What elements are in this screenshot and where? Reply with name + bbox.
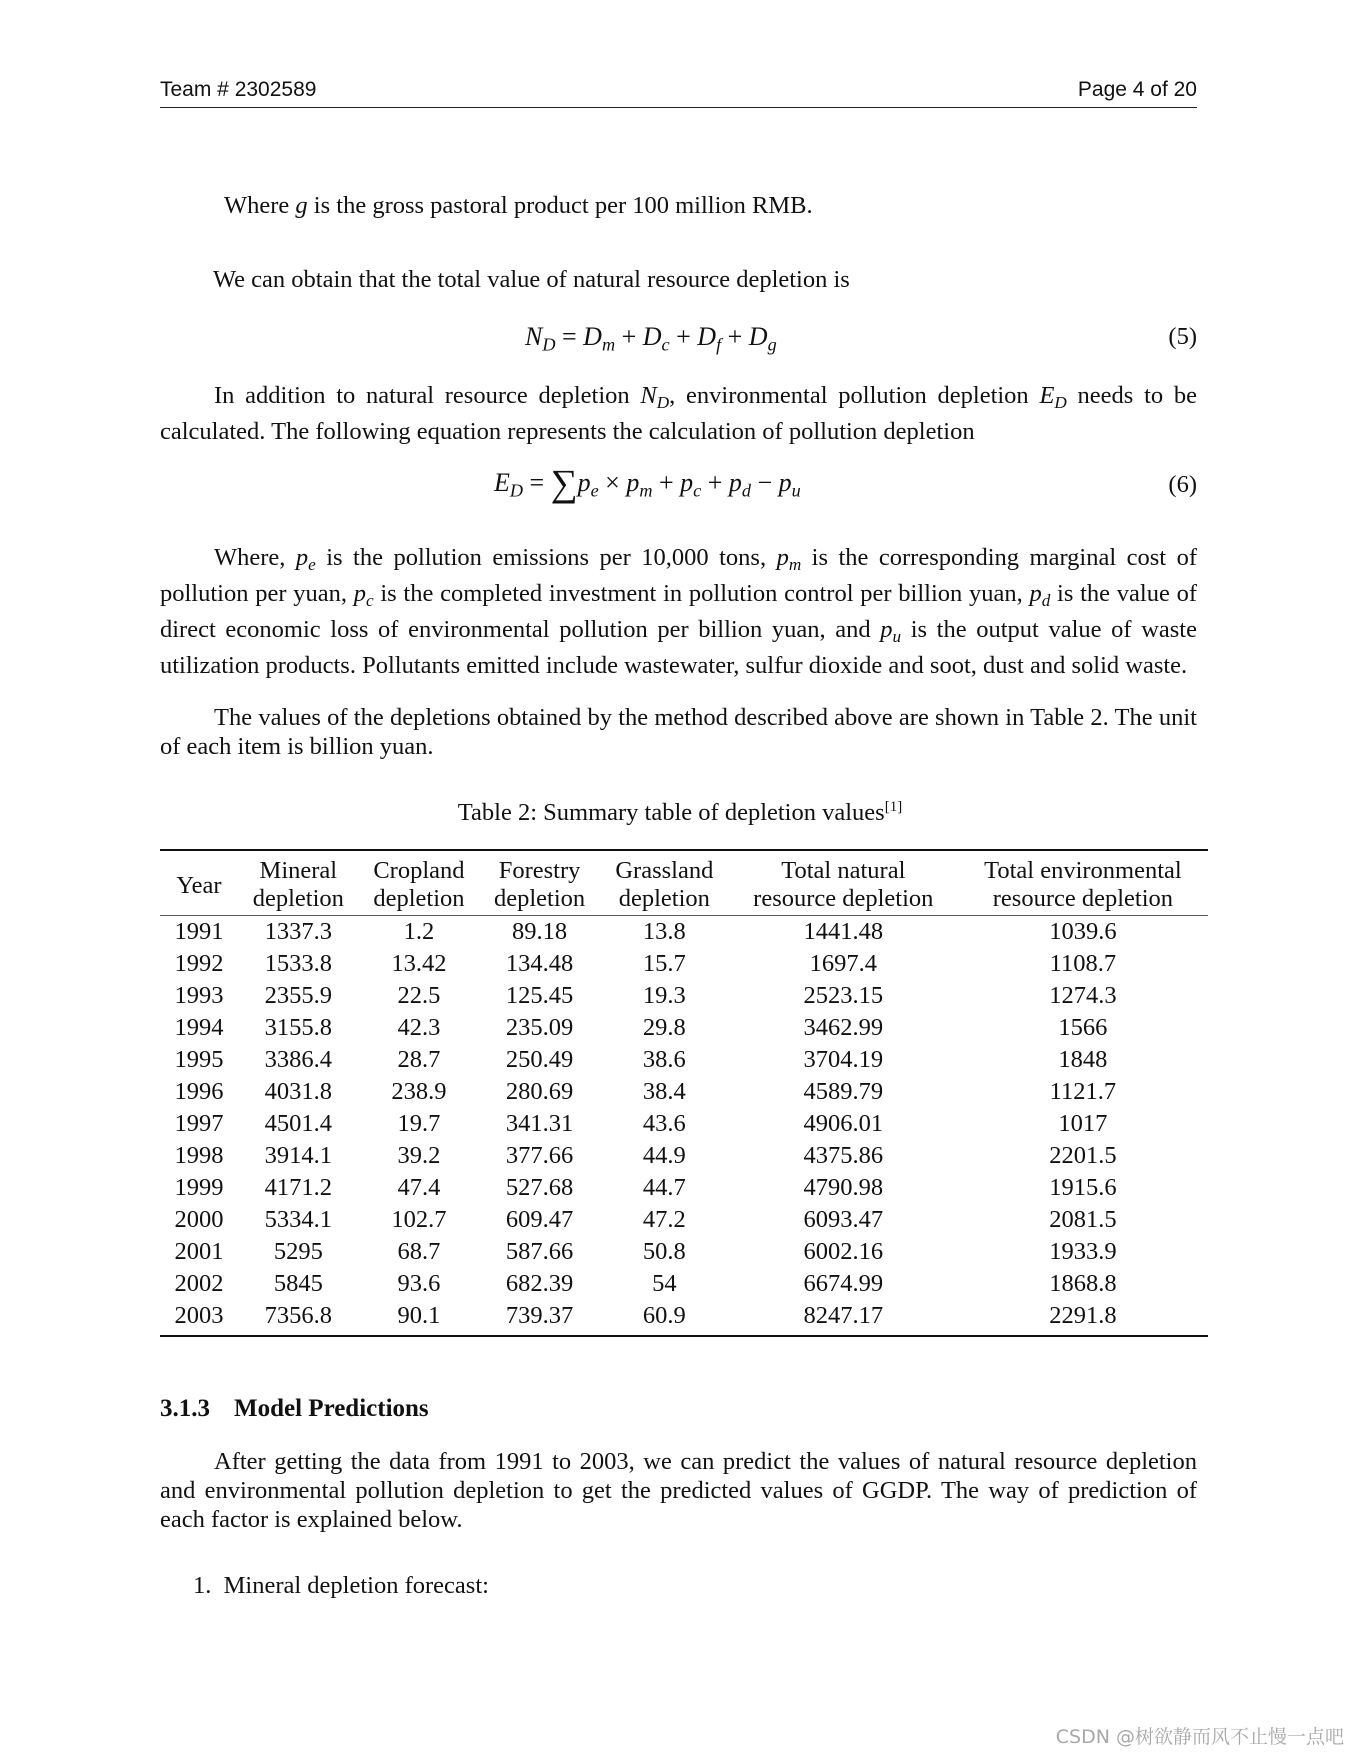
paragraph-predict: After getting the data from 1991 to 2003, we can predict the values of natural resource depletion and environmental pollution depletion to get the predicted values of GGDP. The way of prediction of each factor is explained below.: [160, 1448, 1197, 1533]
header-rule: [160, 107, 1197, 108]
table-row: [160, 1172, 1208, 1204]
cell-year: 1996: [174, 1078, 224, 1105]
cell-mineral: 3386.4: [264, 1046, 332, 1073]
table-row: [160, 948, 1208, 980]
cell-total-natural: 4589.79: [803, 1078, 884, 1105]
text: is the value of direct economic loss of environmental pollution per billion yuan, and: [160, 580, 1197, 644]
col-header-total-natural: Total natural: [729, 850, 958, 885]
cell-total-environmental: 1017: [1058, 1110, 1108, 1137]
cell-total-natural: 8247.17: [729, 1300, 958, 1336]
text: , environmental pollution depletion: [669, 382, 1040, 409]
cell-grassland: 13.8: [642, 918, 686, 945]
caption-text: Table 2: Summary table of depletion values: [457, 799, 885, 827]
cell-mineral: 4031.8: [264, 1078, 332, 1105]
math-ED: $E_D$: [1039, 382, 1067, 413]
table-row: [160, 1012, 1208, 1044]
list-marker: 1.: [193, 1572, 212, 1599]
cell-cropland: 22.5: [397, 982, 441, 1009]
cell-forestry: 609.47: [505, 1206, 574, 1233]
cell-total-natural: 2523.15: [803, 982, 884, 1009]
cell-forestry: 134.48: [505, 950, 574, 977]
cell-total-environmental: 1933.9: [1049, 1238, 1117, 1265]
cell-cropland: 102.7: [391, 1206, 447, 1233]
equation-number-6: (6): [1168, 471, 1197, 498]
depletion-table: [160, 849, 1208, 1337]
cell-mineral: 4171.2: [264, 1174, 332, 1201]
cell-total-environmental: 2201.5: [1049, 1142, 1117, 1169]
cell-mineral: 3914.1: [264, 1142, 332, 1169]
cell-cropland: 13.42: [391, 950, 447, 977]
col-header-total-environmental-2: resource depletion: [958, 885, 1208, 916]
paragraph-values: The values of the depletions obtained by the method described above are shown in Table 2. The unit of each item is billion yuan.: [160, 704, 1197, 760]
running-header-team: Team # 2302589: [160, 78, 317, 101]
text: Where,: [214, 544, 296, 571]
cell-forestry: 527.68: [505, 1174, 574, 1201]
cell-cropland: 68.7: [397, 1238, 441, 1265]
cell-year: 2003: [160, 1300, 238, 1336]
text: is the pollution emissions per 10,000 tons,: [315, 544, 777, 571]
cell-total-environmental: 1121.7: [1049, 1078, 1117, 1105]
math-pm: $p_m$: [776, 544, 802, 575]
cell-total-natural: 1697.4: [809, 950, 877, 977]
math-ND: $N_D$: [640, 382, 670, 413]
cell-cropland: 47.4: [397, 1174, 441, 1201]
cell-year: 1994: [174, 1014, 224, 1041]
cell-cropland: 238.9: [391, 1078, 447, 1105]
cell-forestry: 682.39: [505, 1270, 574, 1297]
cell-year: 1991: [174, 918, 224, 945]
cell-grassland: 38.4: [642, 1078, 686, 1105]
watermark: CSDN @树欲静而风不止慢一点吧: [1055, 1726, 1344, 1748]
cell-cropland: 19.7: [397, 1110, 441, 1137]
equation-number-5: (5): [1168, 323, 1197, 350]
col-header-cropland: Cropland: [359, 850, 480, 885]
math-pd: $p_d$: [1029, 580, 1051, 611]
cell-grassland: 60.9: [600, 1300, 729, 1336]
cell-forestry: 377.66: [505, 1142, 574, 1169]
cell-cropland: 93.6: [397, 1270, 441, 1297]
cell-total-natural: 4790.98: [803, 1174, 884, 1201]
paragraph-obtain: We can obtain that the total value of natural resource depletion is: [213, 266, 850, 293]
cell-grassland: 54: [652, 1270, 677, 1297]
math-pu: $p_u$: [880, 616, 902, 647]
table-row: [160, 1044, 1208, 1076]
cell-mineral: 4501.4: [264, 1110, 332, 1137]
cell-total-environmental: 1274.3: [1049, 982, 1117, 1009]
cell-forestry: 235.09: [505, 1014, 574, 1041]
cell-year: 1999: [174, 1174, 224, 1201]
col-header-forestry-2: depletion: [479, 885, 600, 916]
col-header-mineral: Mineral: [238, 850, 359, 885]
text: is the completed investment in pollution control per billion yuan,: [373, 580, 1030, 608]
cell-mineral: 3155.8: [264, 1014, 332, 1041]
cell-total-environmental: 1108.7: [1049, 950, 1117, 977]
table-row: [160, 1204, 1208, 1236]
cell-forestry: 125.45: [505, 982, 574, 1009]
list-item-text: Mineral depletion forecast:: [223, 1572, 489, 1599]
section-number: 3.1.3: [160, 1395, 210, 1422]
cell-forestry: 89.18: [512, 918, 568, 945]
col-header-total-environmental: Total environmental: [958, 850, 1208, 885]
cell-forestry: 280.69: [505, 1078, 574, 1105]
cell-total-natural: 6002.16: [803, 1238, 884, 1265]
cell-forestry: 739.37: [479, 1300, 600, 1336]
col-header-forestry: Forestry: [479, 850, 600, 885]
text: is the gross pastoral product per 100 million RMB.: [307, 192, 813, 219]
cell-mineral: 1337.3: [264, 918, 332, 945]
cell-year: 1997: [174, 1110, 224, 1137]
math-pc: $p_c$: [353, 580, 374, 611]
cell-mineral: 7356.8: [238, 1300, 359, 1336]
cell-total-natural: 4906.01: [803, 1110, 884, 1137]
cell-mineral: 5334.1: [264, 1206, 332, 1233]
cell-grassland: 47.2: [642, 1206, 686, 1233]
cell-total-environmental: 2291.8: [958, 1300, 1208, 1336]
table-header-row-2: [160, 885, 1208, 916]
table-caption: [0, 793, 1360, 827]
table-row: [160, 1108, 1208, 1140]
running-header-page-number: Page 4 of 20: [1077, 78, 1197, 101]
col-header-grassland-2: depletion: [600, 885, 729, 916]
cell-grassland: 29.8: [642, 1014, 686, 1041]
cell-forestry: 341.31: [505, 1110, 574, 1137]
cell-mineral: 2355.9: [264, 982, 332, 1009]
cell-grassland: 15.7: [642, 950, 686, 977]
text: needs to be calculated. The following equation represents the calculation of pollution depletion: [160, 382, 1198, 446]
table-row: [160, 1140, 1208, 1172]
cell-total-natural: 6093.47: [803, 1206, 884, 1233]
text: Where: [224, 192, 296, 219]
text: In addition to natural resource depletion: [214, 382, 641, 409]
cell-total-environmental: 1566: [1058, 1014, 1108, 1041]
col-header-cropland-2: depletion: [359, 885, 480, 916]
cell-total-natural: 1441.48: [803, 918, 884, 945]
cell-total-natural: 6674.99: [803, 1270, 884, 1297]
cell-grassland: 44.9: [642, 1142, 686, 1169]
col-header-grassland: Grassland: [600, 850, 729, 885]
paragraph-addition: [160, 381, 1197, 446]
col-header-year: Year: [160, 850, 238, 916]
cell-year: 2002: [174, 1270, 224, 1297]
text: is the corresponding marginal cost of pollution per yuan,: [160, 544, 1197, 608]
table-row: [160, 916, 1208, 949]
cell-mineral: 1533.8: [264, 950, 332, 977]
cell-year: 2000: [174, 1206, 224, 1233]
cell-year: 1993: [174, 982, 224, 1009]
equation-6: $E_D = \sum p_e \times p_m + p_c + p_d - p_u$: [494, 462, 801, 505]
cell-total-environmental: 2081.5: [1049, 1206, 1117, 1233]
cell-total-environmental: 1039.6: [1049, 918, 1117, 945]
section-heading: [160, 1395, 429, 1423]
cell-cropland: 28.7: [397, 1046, 441, 1073]
table-header-row: [160, 850, 1208, 885]
cell-cropland: 90.1: [359, 1300, 480, 1336]
cell-cropland: 42.3: [397, 1014, 441, 1041]
cell-year: 1995: [174, 1046, 224, 1073]
paragraph-where-g: [224, 191, 813, 220]
col-header-mineral-2: depletion: [238, 885, 359, 916]
cell-grassland: 44.7: [642, 1174, 686, 1201]
text: is the output value of waste utilization products. Pollutants emitted include wastewater, sulfur dioxide and soot, dust and solid waste.: [160, 616, 1197, 680]
cell-mineral: 5845: [273, 1270, 323, 1297]
cell-total-environmental: 1868.8: [1049, 1270, 1117, 1297]
citation-ref[interactable]: [1]: [884, 799, 903, 815]
table-row: [160, 980, 1208, 1012]
paragraph-where-p: [160, 543, 1197, 680]
cell-year: 1998: [174, 1142, 224, 1169]
col-header-total-natural-2: resource depletion: [729, 885, 958, 916]
math-pe: $p_e$: [295, 544, 316, 575]
cell-grassland: 50.8: [642, 1238, 686, 1265]
cell-total-natural: 3462.99: [803, 1014, 884, 1041]
cell-cropland: 1.2: [403, 918, 435, 945]
cell-total-natural: 4375.86: [803, 1142, 884, 1169]
list-item: [193, 1571, 489, 1600]
table-row: [160, 1236, 1208, 1268]
cell-grassland: 19.3: [642, 982, 686, 1009]
cell-mineral: 5295: [273, 1238, 323, 1265]
cell-total-environmental: 1848: [1058, 1046, 1108, 1073]
cell-total-environmental: 1915.6: [1049, 1174, 1117, 1201]
cell-cropland: 39.2: [397, 1142, 441, 1169]
cell-total-natural: 3704.19: [803, 1046, 884, 1073]
equation-5: $N_D = D_m + D_c + D_f + D_g$: [525, 322, 777, 355]
cell-forestry: 587.66: [505, 1238, 574, 1265]
table-row: [160, 1076, 1208, 1108]
table-row: [160, 1300, 1208, 1336]
table-row: [160, 1268, 1208, 1300]
cell-forestry: 250.49: [505, 1046, 574, 1073]
section-title: Model Predictions: [234, 1395, 429, 1422]
math-var-g: g: [295, 192, 308, 219]
cell-year: 2001: [174, 1238, 224, 1265]
cell-grassland: 38.6: [642, 1046, 686, 1073]
cell-grassland: 43.6: [642, 1110, 686, 1137]
cell-year: 1992: [174, 950, 224, 977]
